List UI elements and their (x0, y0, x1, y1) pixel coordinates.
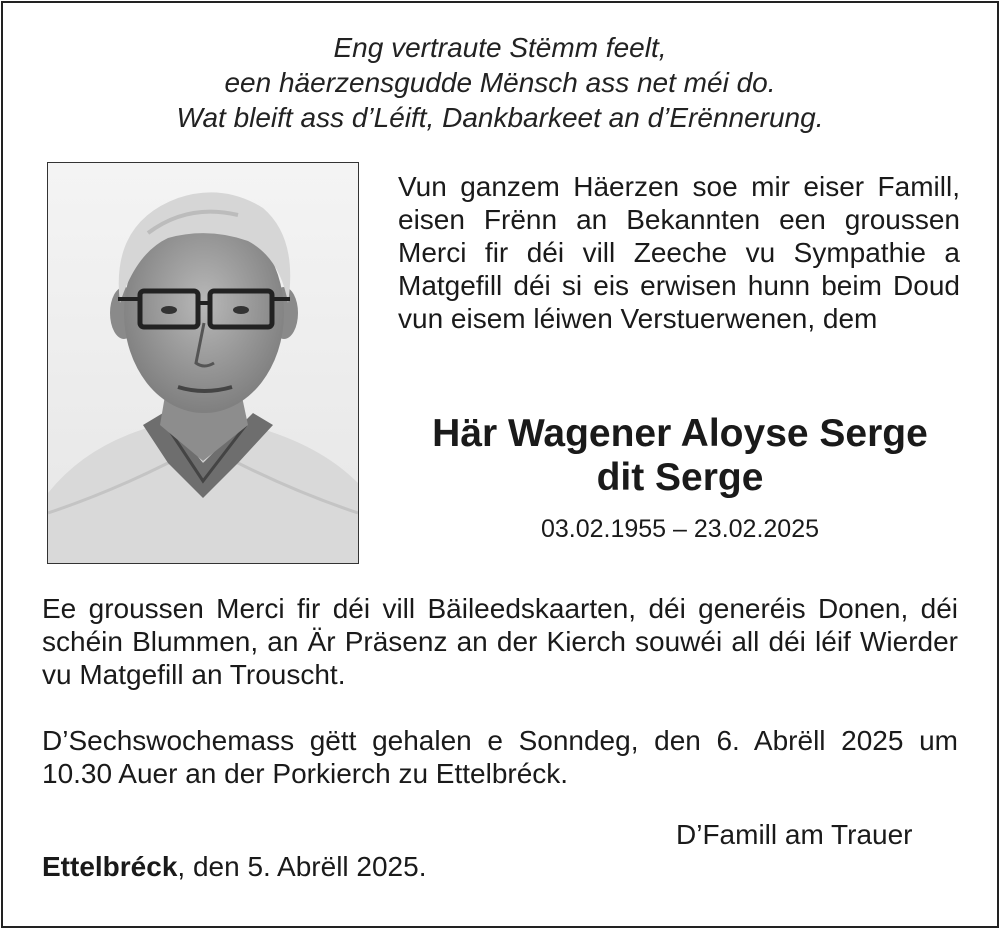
family-signature: D’Famill am Trauer (676, 819, 913, 850)
poem (0, 30, 1000, 135)
place-date: , den 5. Abrëll 2025. (177, 851, 427, 882)
thanks-paragraph: Ee groussen Merci fir déi vill Bäileedskaarten, déi generéis Donen, déi schéin Blummen, an Är Präsenz an der Kierch souwéi all déi léif Wierder vu Matgefill an Trouscht. (42, 593, 958, 690)
intro-paragraph: Vun ganzem Häerzen soe mir eiser Famill, eisen Frënn an Bekannten een groussen Merci fir déi vill Zeeche vu Sympathie a Matgefill déi si eis erwisen hunn beim Doud vun eisem léiwen Verstuerwenen, dem (398, 171, 960, 334)
deceased-name-line: Här Wagener Aloyse Serge (432, 412, 928, 455)
poem-line: Eng vertraute Stëmm feelt, (333, 32, 667, 63)
place-town: Ettelbréck (42, 851, 178, 882)
deceased-nickname-line: dit Serge (596, 456, 764, 499)
deceased-name (380, 412, 980, 500)
portrait-photo (47, 162, 359, 564)
life-dates: 03.02.1955 – 23.02.2025 (540, 515, 820, 543)
poem-line: Wat bleift ass d’Léift, Dankbarkeet an d’Erënnerung. (176, 102, 824, 133)
place-and-date (42, 850, 426, 883)
poem-line: een häerzensgudde Mënsch ass net méi do. (224, 67, 776, 98)
memorial-mass-paragraph: D’Sechswochemass gëtt gehalen e Sonndeg, den 6. Abrëll 2025 um 10.30 Auer an der Porkierch zu Ettelbréck. (42, 725, 958, 789)
